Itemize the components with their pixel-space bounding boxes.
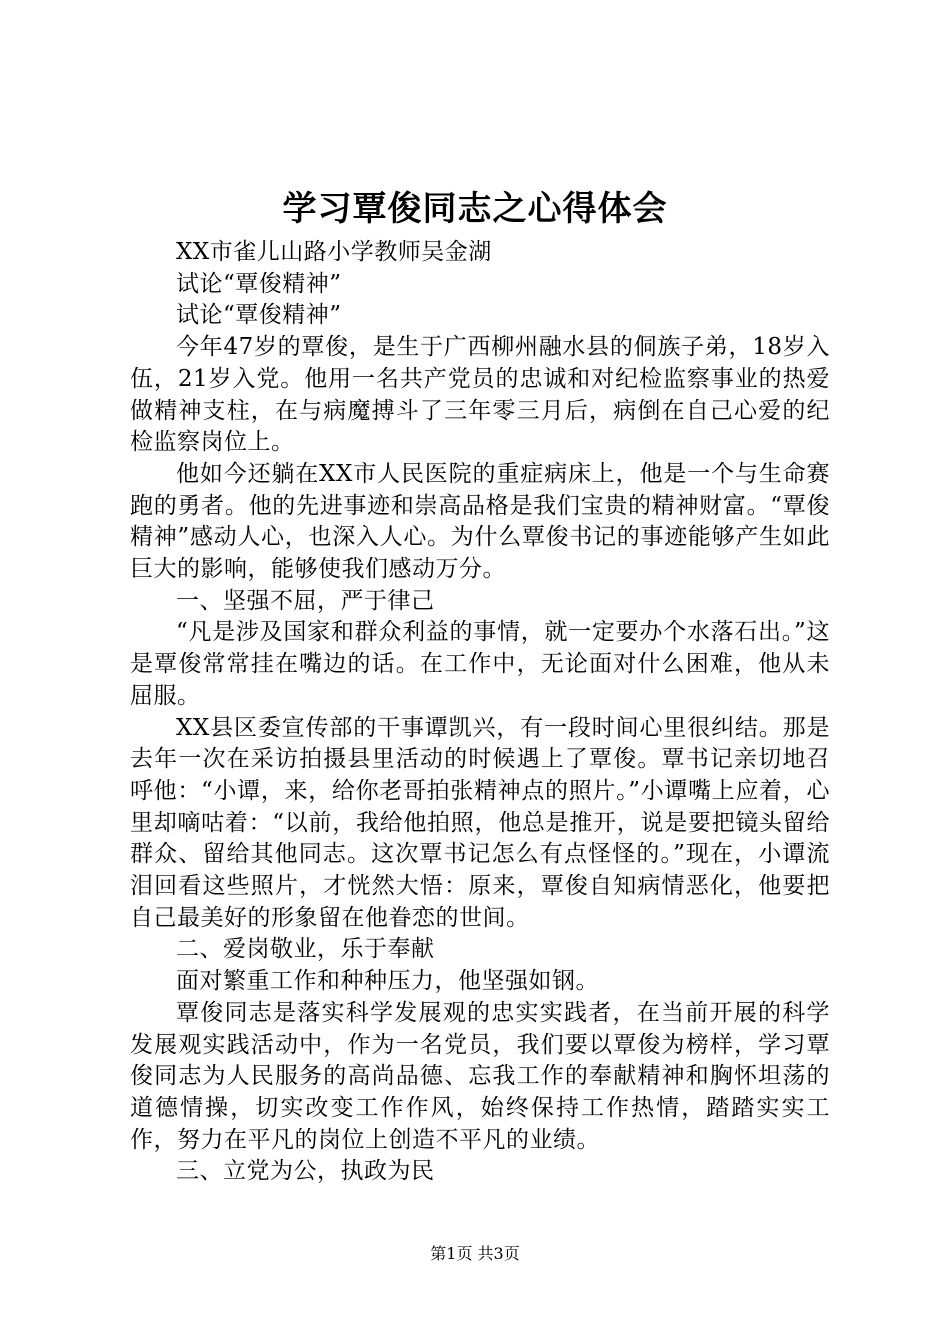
document-body <box>130 237 830 1188</box>
body-paragraph: 覃俊同志是落实科学发展观的忠实实践者，在当前开展的科学发展观实践活动中，作为一名党员，我们要以覃俊为榜样，学习覃俊同志为人民服务的高尚品德、忘我工作的奉献精神和胸怀坦荡的道德情操，切实改变工作作风，始终保持工作热情，踏踏实实工作，努力在平凡的岗位上创造不平凡的业绩。 <box>130 999 830 1153</box>
page-footer: 第1页 共3页 <box>430 1244 520 1263</box>
body-paragraph: 今年47岁的覃俊，是生于广西柳州融水县的侗族子弟，18岁入伍，21岁入党。他用一名共产党员的忠诚和对纪检监察事业的热爱做精神支柱，在与病魔搏斗了三年零三月后，病倒在自己心爱的纪检监察岗位上。 <box>130 334 830 456</box>
subtitle-line: 试论“覃俊精神” <box>176 270 342 297</box>
body-paragraph: “凡是涉及国家和群众利益的事情，就一定要办个水落石出。”这是覃俊常常挂在嘴边的话。在工作中，无论面对什么困难，他从未屈服。 <box>130 619 830 709</box>
body-paragraph: XX县区委宣传部的干事谭凯兴，有一段时间心里很纠结。那是去年一次在采访拍摄县里活动的时候遇上了覃俊。覃书记亲切地召呼他：“小谭，来，给你老哥拍张精神点的照片。”小谭嘴上应着，心里却嘀咕着：“以前，我给他拍照，他总是推开，说是要把镜头留给群众、留给其他同志。这次覃书记怎么有点怪怪的。”现在，小谭流泪回看这些照片，才恍然大悟：原来，覃俊自知病情恶化，他要把自己最美好的形象留在他眷恋的世间。 <box>130 714 830 931</box>
section-heading: 三、立党为公，执政为民 <box>176 1158 435 1185</box>
section-heading: 二、爱岗敬业，乐于奉献 <box>176 936 435 963</box>
section-heading: 一、坚强不屈，严于律己 <box>176 587 435 614</box>
body-paragraph: 他如今还躺在XX市人民医院的重症病床上，他是一个与生命赛跑的勇者。他的先进事迹和崇高品格是我们宝贵的精神财富。“覃俊精神”感动人心，也深入人心。为什么覃俊书记的事迹能够产生如此巨大的影响，能够使我们感动万分。 <box>130 460 830 583</box>
author-line: XX市雀儿山路小学教师吴金湖 <box>176 239 492 265</box>
subtitle-line: 试论“覃俊精神” <box>176 302 342 329</box>
document-title: 学习覃俊同志之心得体会 <box>282 189 668 229</box>
body-paragraph: 面对繁重工作和种种压力，他坚强如钢。 <box>176 968 599 995</box>
